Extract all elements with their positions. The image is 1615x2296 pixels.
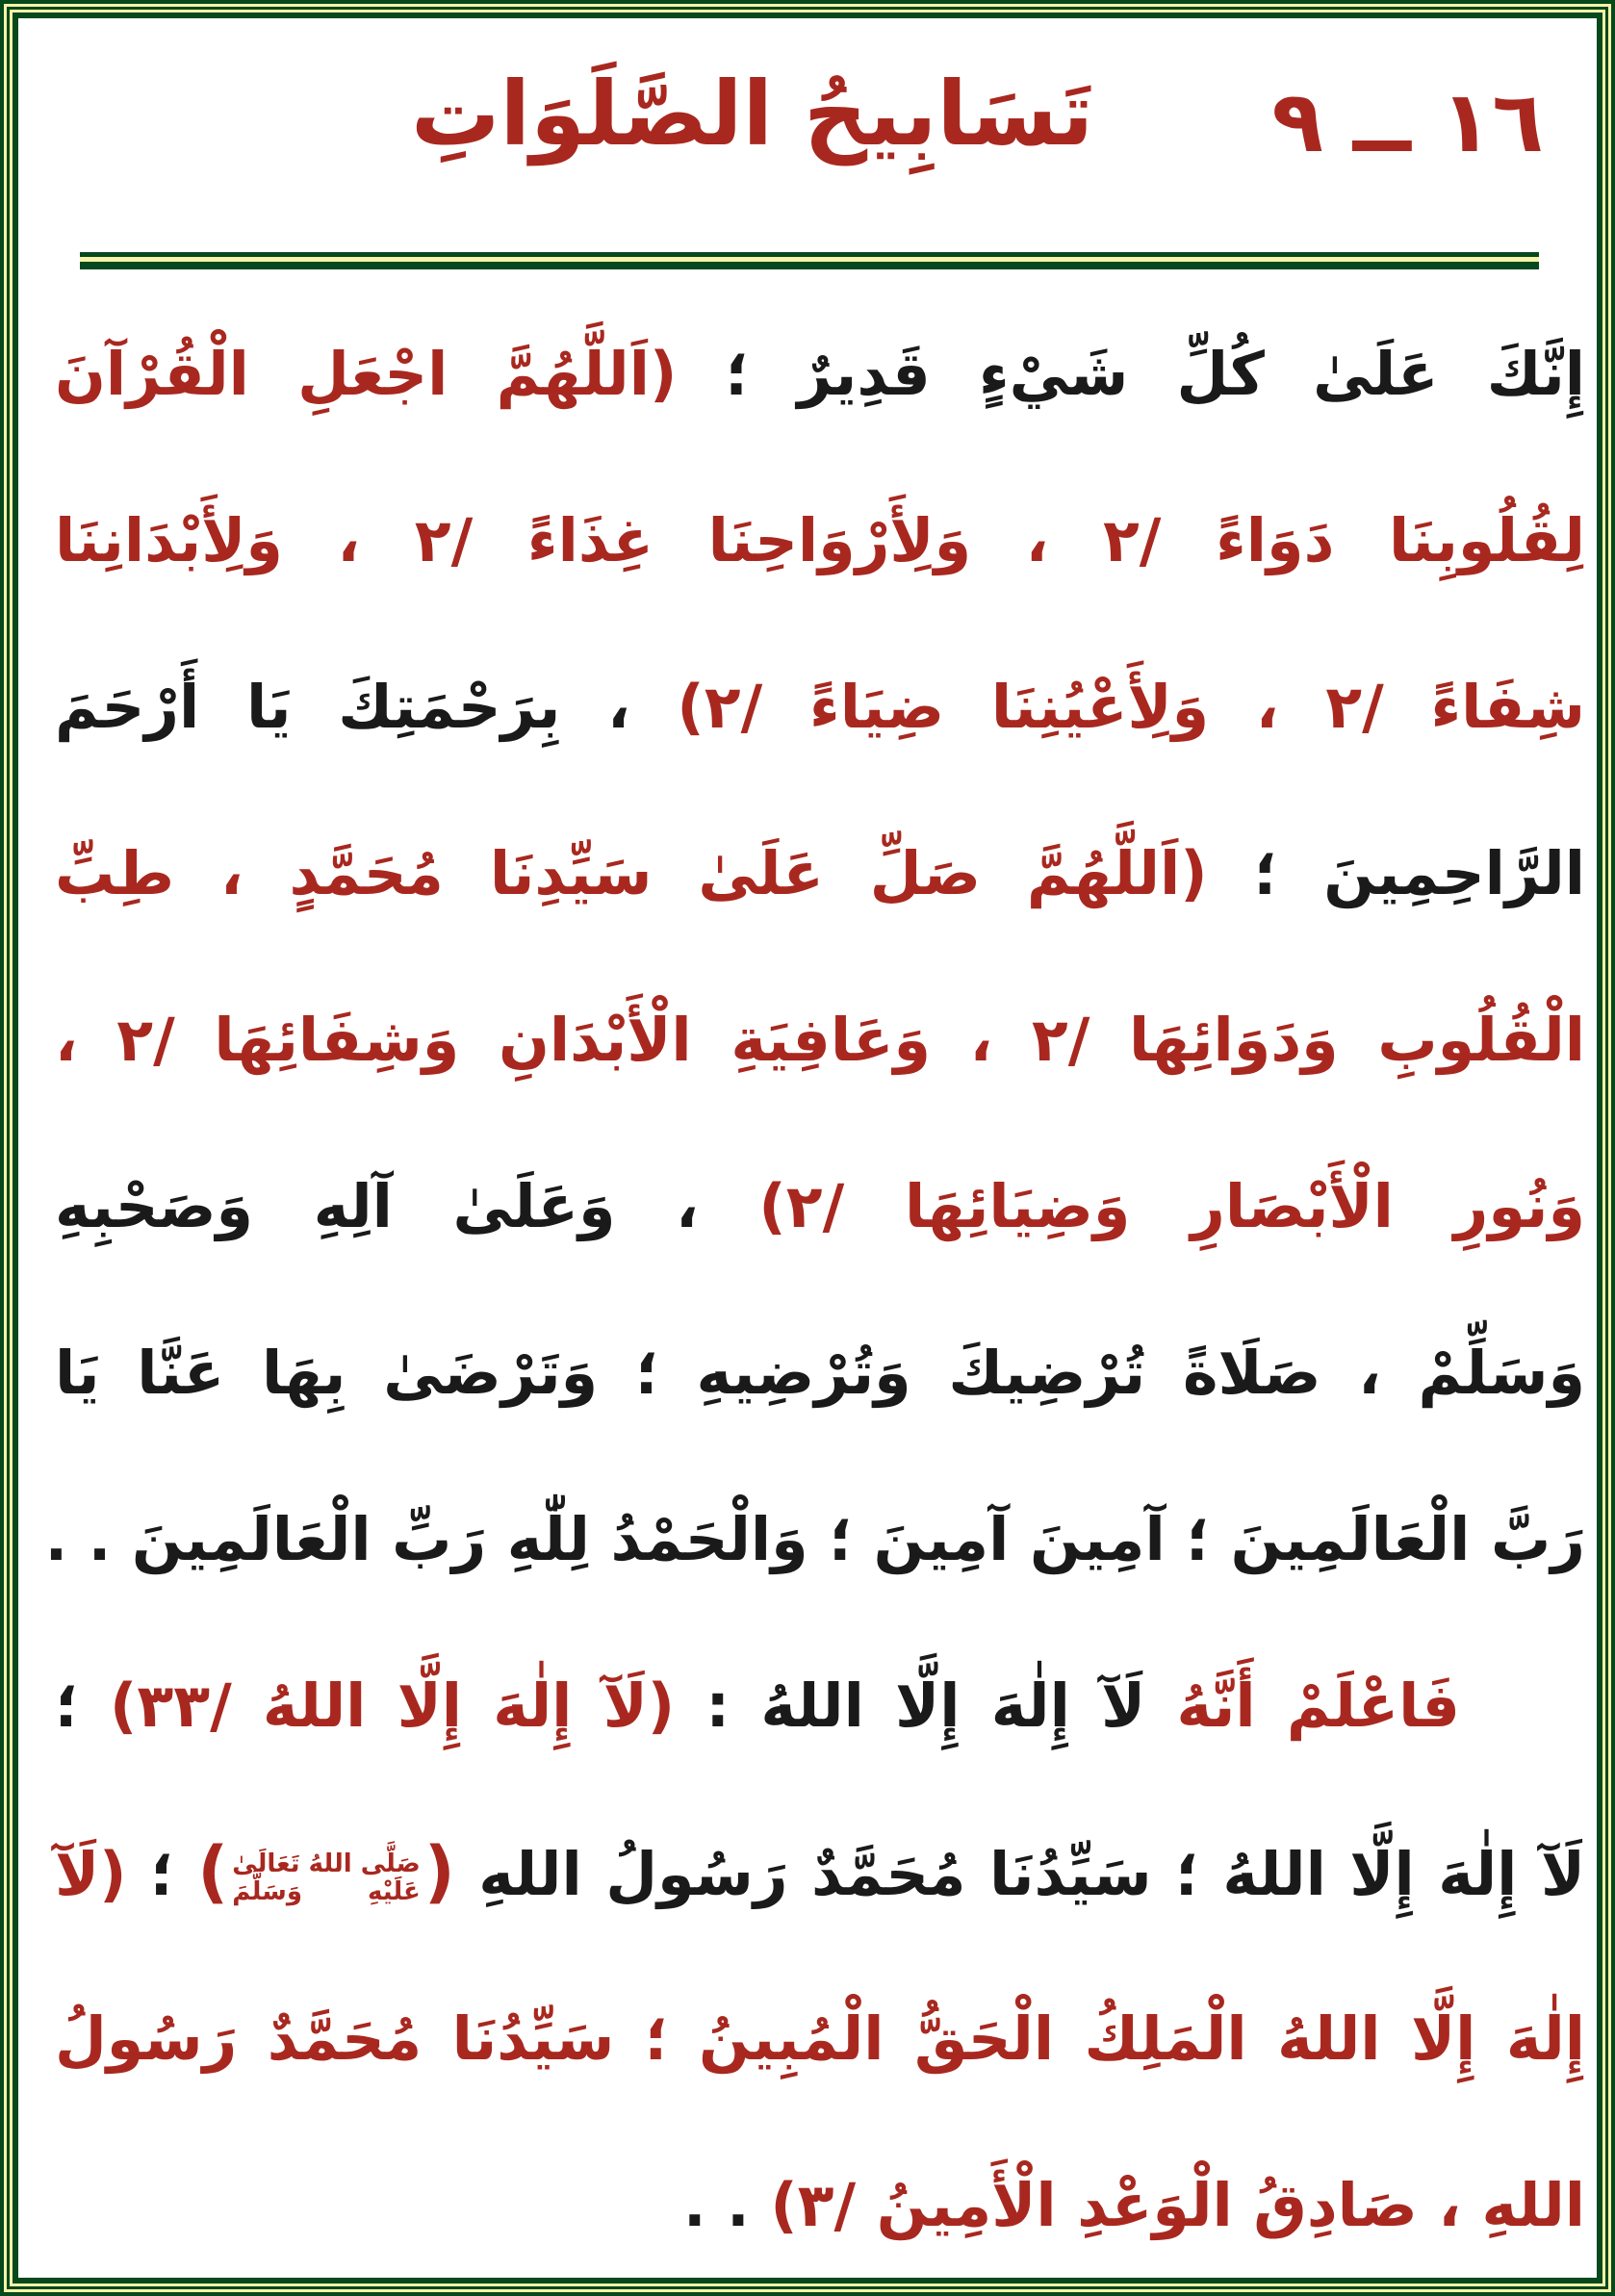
frame-green-mid bbox=[7, 7, 1608, 2289]
frame-green-inner bbox=[13, 13, 1602, 2283]
close-paren: ) bbox=[197, 1832, 229, 1911]
text-segment: لِقُلُوبِنَا دَوَاءً /٢ ، وَلِأَرْوَاحِنَا غِذَاءً /٢ ، وَلِأَبْدَانِنَا bbox=[55, 505, 1585, 575]
separator-green-bottom bbox=[80, 262, 1539, 269]
text-segment: فَاعْلَمْ أَنَّهُ bbox=[1145, 1671, 1460, 1741]
text-segment: ، بِرَحْمَتِكَ يَا أَرْحَمَ bbox=[55, 672, 630, 742]
text-segment: شِفَاءً /٢ ، وَلِأَعْيُنِنَا ضِيَاءً /٢) bbox=[629, 672, 1586, 742]
open-paren: ( bbox=[423, 1832, 455, 1911]
text-segment: ، وَعَلَىٰ آلِهِ وَصَحْبِهِ bbox=[55, 1171, 699, 1241]
text-segment: (اَللَّهُمَّ صَلِّ عَلَىٰ سَيِّدِنَا مُحَمَّدٍ ، طِبِّ bbox=[55, 838, 1208, 908]
text-line bbox=[55, 457, 1585, 624]
text-segment: (اَللَّهُمَّ اجْعَلِ الْقُرْآنَ bbox=[55, 339, 678, 409]
text-segment: اللهِ ، صَادِقُ الْوَعْدِ الْأَمِينُ /٣) bbox=[749, 2170, 1585, 2240]
text-segment: (لَآ bbox=[55, 1839, 127, 1909]
text-segment: الْقُلُوبِ وَدَوَائِهَا /٢ ، وَعَافِيَةِ الْأَبْدَانِ وَشِفَائِهَا /٢ ، bbox=[55, 1005, 1585, 1075]
text-segment: . . bbox=[683, 2170, 750, 2240]
text-segment: (لَآ إِلٰهَ إِلَّا اللهُ /٣٣) bbox=[110, 1671, 676, 1741]
page-range: ١٦ ــ ٩ bbox=[1271, 72, 1544, 171]
text-segment: لَآ إِلٰهَ إِلَّا اللهُ : bbox=[675, 1671, 1146, 1741]
text-line bbox=[55, 2122, 1585, 2278]
text-segment: رَبَّ الْعَالَمِينَ ؛ آمِينَ آمِينَ ؛ وَالْحَمْدُ لِلّٰهِ رَبِّ الْعَالَمِينَ . . bbox=[44, 1504, 1585, 1574]
frame-cream-inner bbox=[10, 10, 1605, 2286]
text-line bbox=[55, 1123, 1585, 1289]
text-line bbox=[55, 1955, 1585, 2122]
text-line bbox=[55, 957, 1585, 1123]
text-segment: إِلٰهَ إِلَّا اللهُ الْمَلِكُ الْحَقُّ الْمُبِينُ ؛ سَيِّدُنَا مُحَمَّدٌ رَسُولُ bbox=[55, 2003, 1585, 2074]
text-line bbox=[55, 790, 1585, 957]
separator-rule bbox=[80, 252, 1539, 269]
salawat-calligraphy bbox=[197, 1832, 455, 1911]
salawat-stack: صَلَّى اللهُ تَعَالَىٰ عَلَيْهِ وَسَلَّمَ bbox=[232, 1850, 421, 1906]
page-title: تَسَابِيحُ الصَّلَوَاتِ bbox=[411, 63, 1094, 166]
page-header bbox=[18, 55, 1597, 257]
text-line bbox=[55, 1622, 1585, 1789]
text-segment: الرَّاحِمِينَ ؛ bbox=[1207, 838, 1585, 908]
page-content bbox=[18, 18, 1597, 2278]
text-line bbox=[55, 1289, 1585, 1456]
text-line bbox=[55, 624, 1585, 790]
prayer-text bbox=[44, 291, 1586, 2278]
text-line bbox=[55, 291, 1585, 457]
text-segment: إِنَّكَ عَلَىٰ كُلِّ شَيْءٍ قَدِيرٌ ؛ bbox=[677, 339, 1585, 409]
text-segment: وَنُورِ الْأَبْصَارِ وَضِيَائِهَا /٢) bbox=[698, 1171, 1586, 1241]
text-segment: وَسَلِّمْ ، صَلَاةً تُرْضِيكَ وَتُرْضِيهِ ؛ وَتَرْضَىٰ بِهَا عَنَّا يَا bbox=[55, 1338, 1585, 1408]
text-segment: لَآ إِلٰهَ إِلَّا اللهُ ؛ سَيِّدُنَا مُحَمَّدٌ رَسُولُ اللهِ bbox=[454, 1839, 1586, 1909]
text-line bbox=[44, 1456, 1585, 1622]
text-segment: ؛ bbox=[55, 1671, 111, 1741]
frame-cream-outer bbox=[4, 4, 1611, 2292]
text-segment: ؛ bbox=[126, 1839, 198, 1909]
text-line bbox=[55, 1789, 1585, 1955]
